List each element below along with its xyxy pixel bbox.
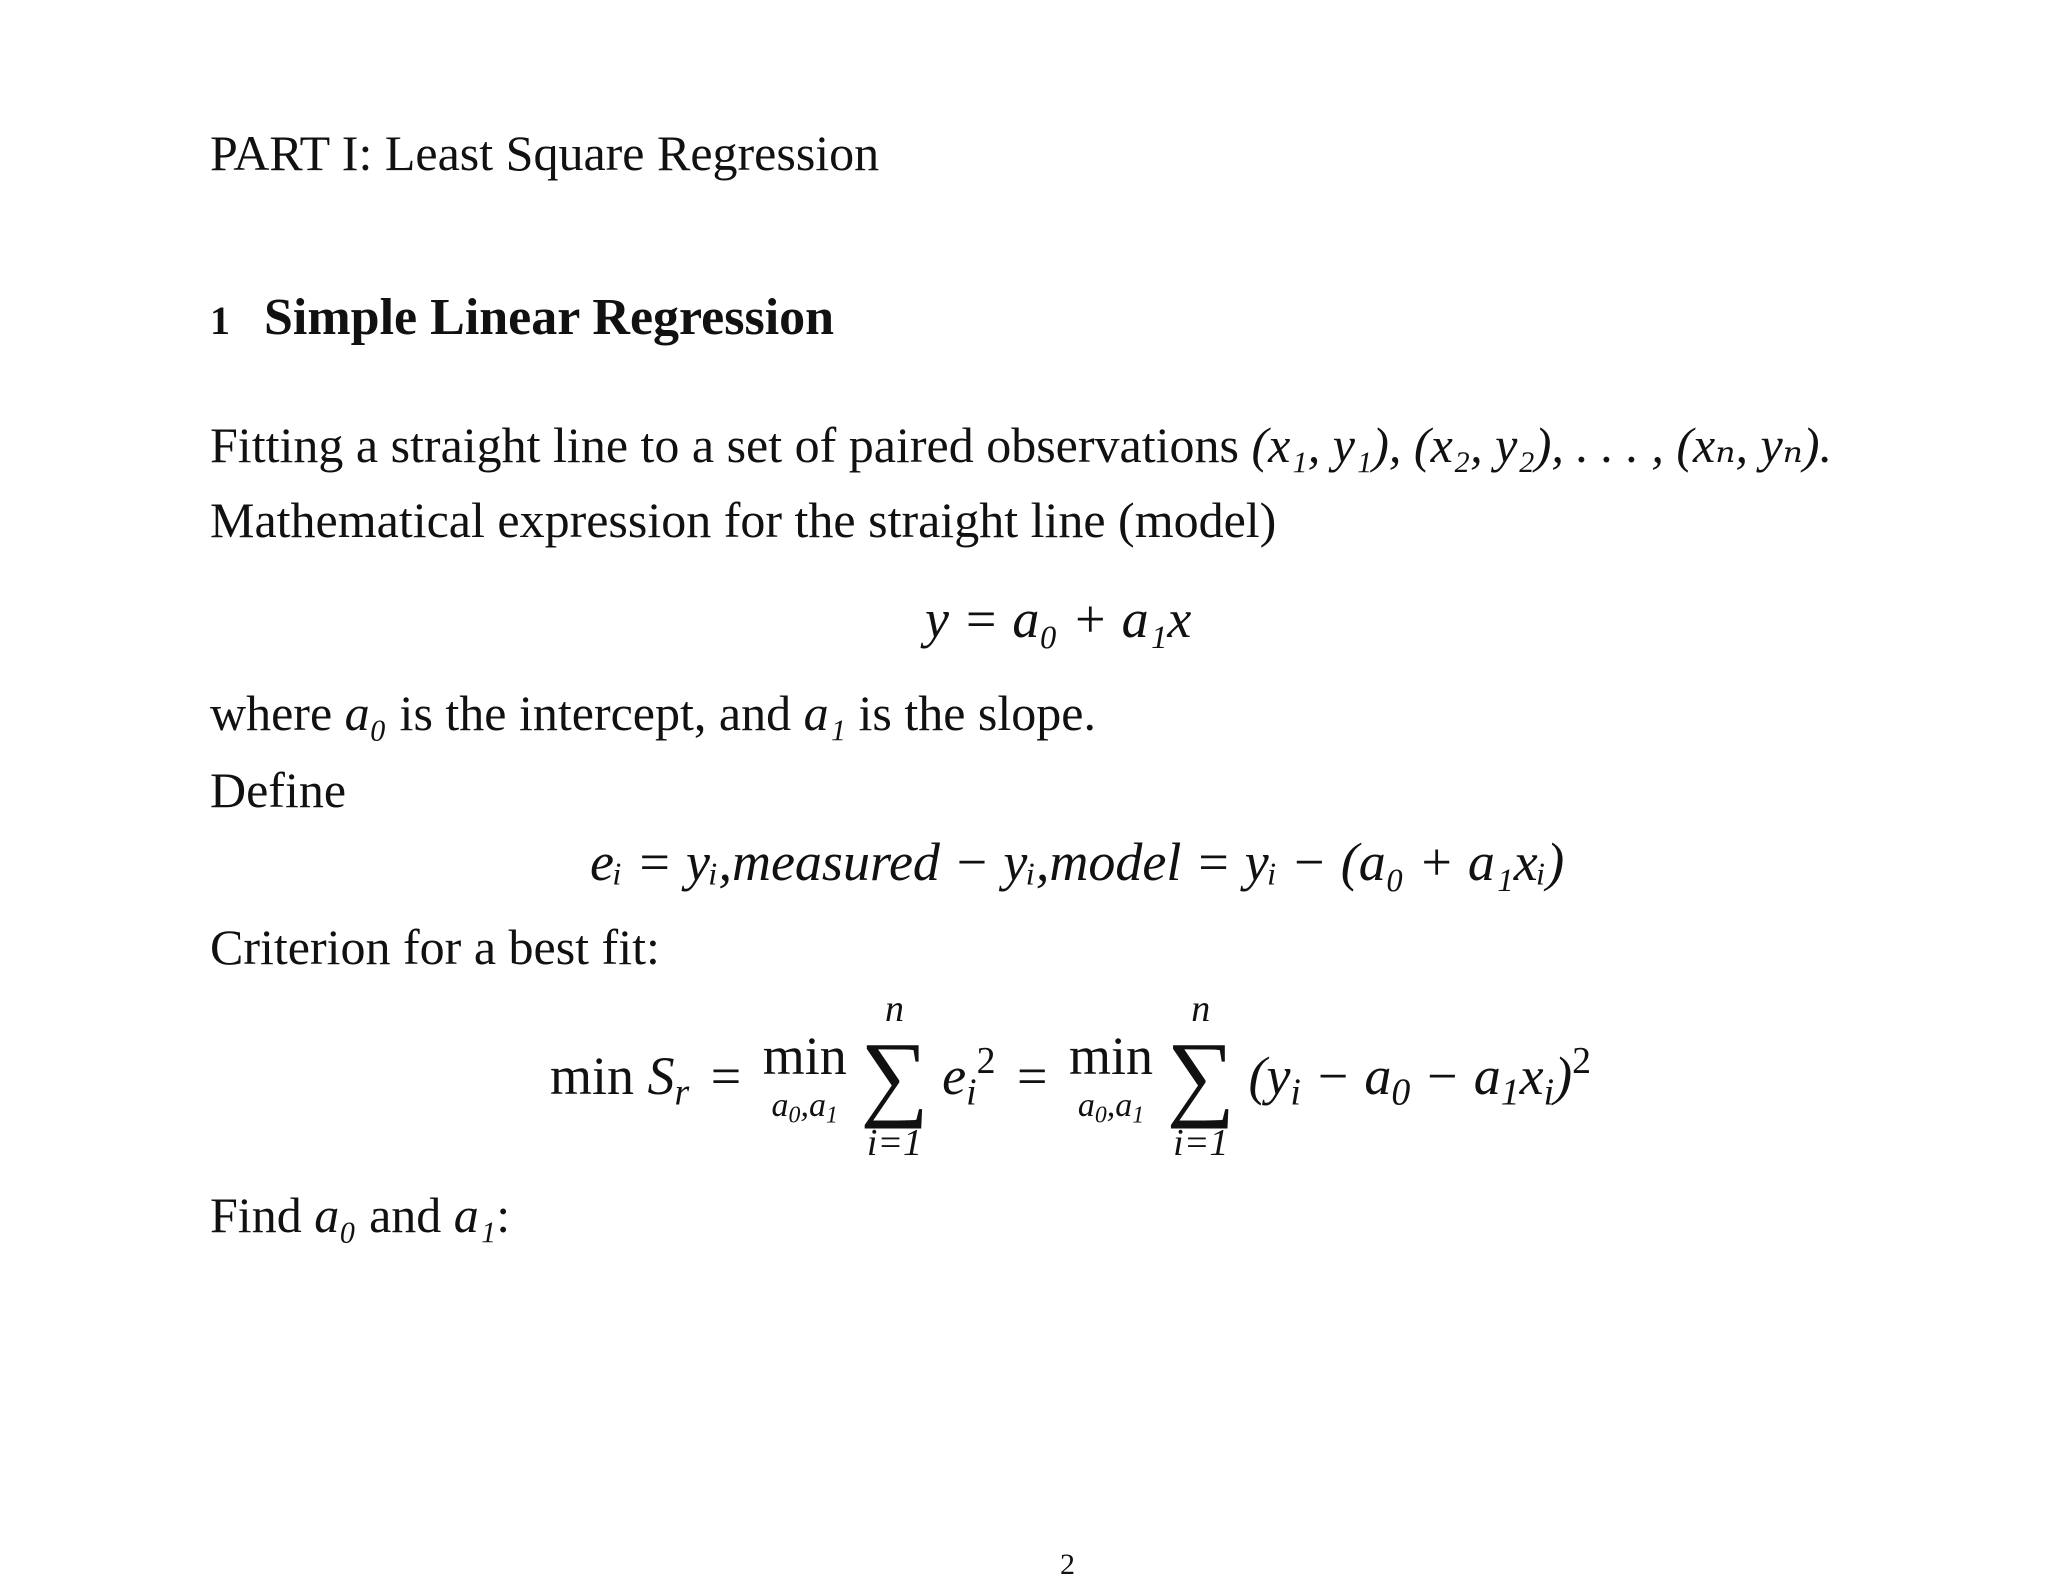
define-label: Define	[210, 762, 347, 818]
paragraph-where	[210, 685, 1096, 741]
min-operator-2: min $a_0,a_1$	[1069, 1026, 1154, 1129]
equation-error: eᵢ = yᵢ,measured − yᵢ,model = yᵢ − (a₀ + a₁xᵢ)	[590, 832, 1565, 892]
find-line	[210, 1187, 511, 1243]
sum-operator-2: n ∑ i=1	[1166, 988, 1235, 1164]
page-number: 2	[1060, 1548, 1075, 1581]
section-heading	[210, 288, 834, 347]
find-text: Find	[210, 1187, 302, 1243]
part-heading: PART I: Least Square Regression	[210, 125, 880, 181]
section-title: Simple Linear Regression	[264, 289, 835, 346]
where-text: where	[210, 685, 333, 741]
symbol-a1: a₁	[803, 685, 846, 741]
sum-operator: n ∑ i=1	[860, 988, 929, 1164]
find-symbol-a0: a₀	[314, 1187, 357, 1243]
equation-model: y = a₀ + a₁x	[925, 589, 1192, 649]
slope-text: is the slope.	[858, 685, 1096, 741]
symbol-a0: a₀	[344, 685, 388, 741]
section-number: 1	[210, 298, 230, 343]
observation-pairs: (x₁, y₁), (x₂, y₂), . . . , (xₙ, yₙ).	[1251, 417, 1833, 473]
paragraph-fitting	[210, 417, 1833, 473]
find-symbol-a1: a₁	[453, 1187, 497, 1243]
find-colon: :	[496, 1187, 511, 1243]
find-and-text: and	[369, 1187, 442, 1243]
criterion-label: Criterion for a best fit:	[210, 919, 660, 975]
intercept-text: is the intercept, and	[399, 685, 792, 741]
paragraph-model: Mathematical expression for the straight line (model)	[210, 492, 1277, 548]
min-operator: min $a_0,a_1$	[762, 1026, 847, 1129]
paragraph-fitting-text: Fitting a straight line to a set of paired observations	[210, 417, 1239, 473]
equation-criterion: $\min S_r$ = min $a_0,a_1$ n ∑ i=1 $e_i^2$ = min $a_0,a_1$ n ∑ i=1 $(y_i - a_0 - a_1x_i)^2$	[550, 988, 1592, 1164]
